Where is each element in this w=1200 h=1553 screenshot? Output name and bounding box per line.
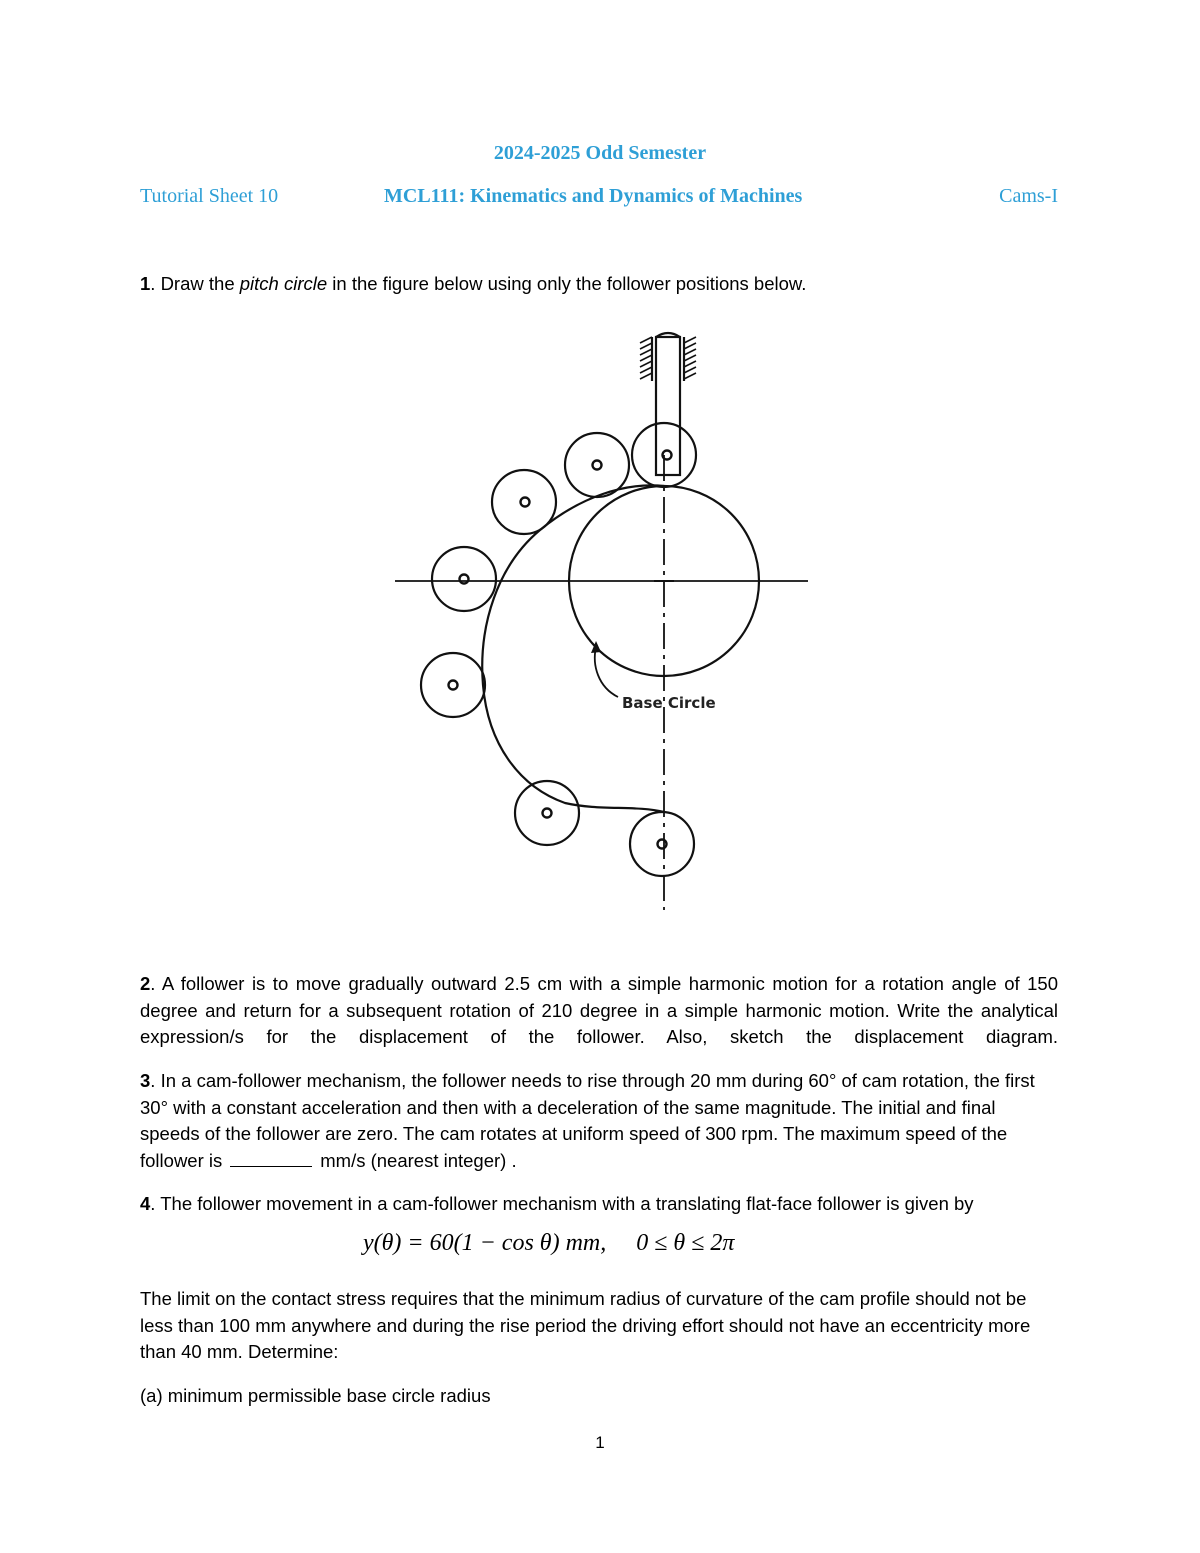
question-2 [140, 971, 1058, 1077]
roller-6 [515, 781, 579, 845]
guide-hatching [640, 337, 696, 379]
page-number: 1 [595, 1433, 605, 1452]
question-number: 1 [140, 273, 151, 294]
q1-text-before: . Draw the [150, 273, 240, 294]
question-4-conditions [140, 1286, 1058, 1366]
question-number: 4 [140, 1193, 151, 1214]
q3-last-before: the follower is [140, 1123, 1008, 1171]
q3-line-1: . In a cam-follower mechanism, the follower needs to rise through 20 mm during 60° of cam rotation, the [150, 1070, 1000, 1091]
roller-2 [565, 433, 629, 497]
q4-cond-line-1: The limit on the contact stress requires that the minimum radius of curvature of the cam profile should not [140, 1288, 1001, 1309]
base-circle-leader [595, 647, 618, 697]
follower-stem [656, 337, 680, 475]
question-3 [140, 1068, 1058, 1174]
q2-line-2: 150 degree and return for a subsequent rotation of 210 degree in a simple harmonic motion. Write the [140, 973, 1058, 1021]
q3-line-3: final speeds of the follower are zero. The cam rotates at uniform speed of 300 rpm. The maximum speed of [140, 1096, 996, 1144]
roller-5 [421, 653, 485, 717]
tutorial-sheet-label: Tutorial Sheet 10 [140, 185, 279, 207]
q4-text: . The follower movement in a cam-follower mechanism with a translating flat-face follower is given by [150, 1193, 974, 1214]
equation-text: y(θ) = 60(1 − cos θ) mm, 0 ≤ θ ≤ 2π [363, 1230, 735, 1256]
question-number: 2 [140, 973, 151, 994]
q3-last-after: mm/s (nearest integer) . [320, 1149, 517, 1171]
semester-heading: 2024-2025 Odd Semester [493, 142, 707, 164]
cam-profile [482, 485, 664, 812]
q2-line-1: . A follower is to move gradually outward 2.5 cm with a simple harmonic motion for a rotation angle of [150, 973, 1020, 994]
q4-cond-line-3: more than 40 mm. Determine: [140, 1314, 1031, 1362]
question-4 [140, 1191, 1058, 1218]
roller-3 [492, 470, 556, 534]
course-title: MCL111: Kinematics and Dynamics of Machines [384, 185, 803, 207]
q4-cond-line-2: be less than 100 mm anywhere and during the rise period the driving effort should not have an eccentricity [140, 1288, 1027, 1336]
answer-blank[interactable] [230, 1148, 312, 1167]
follower-equation [363, 1230, 734, 1257]
q1-italic-term: pitch circle [239, 273, 328, 294]
header-row [140, 185, 1058, 211]
question-1 [140, 271, 1058, 298]
q2-line-3: analytical expression/s for the displacement of the follower. Also, sketch the displacement diagram. [140, 999, 1058, 1047]
cam-follower-figure [380, 325, 820, 915]
base-circle-label: Base Circle [622, 694, 716, 712]
question-number: 3 [140, 1070, 151, 1091]
question-4-part-a: (a) minimum permissible base circle radius [140, 1385, 491, 1406]
q3-line-2: first 30° with a constant acceleration and then with a deceleration of the same magnitude. The initial and [140, 1070, 1035, 1118]
q1-text-after: in the figure below using only the follower positions below. [327, 273, 807, 294]
roller-bottom [630, 812, 694, 876]
topic-label: Cams-I [999, 185, 1058, 207]
roller-4 [432, 547, 496, 611]
roller-positions [421, 423, 696, 876]
